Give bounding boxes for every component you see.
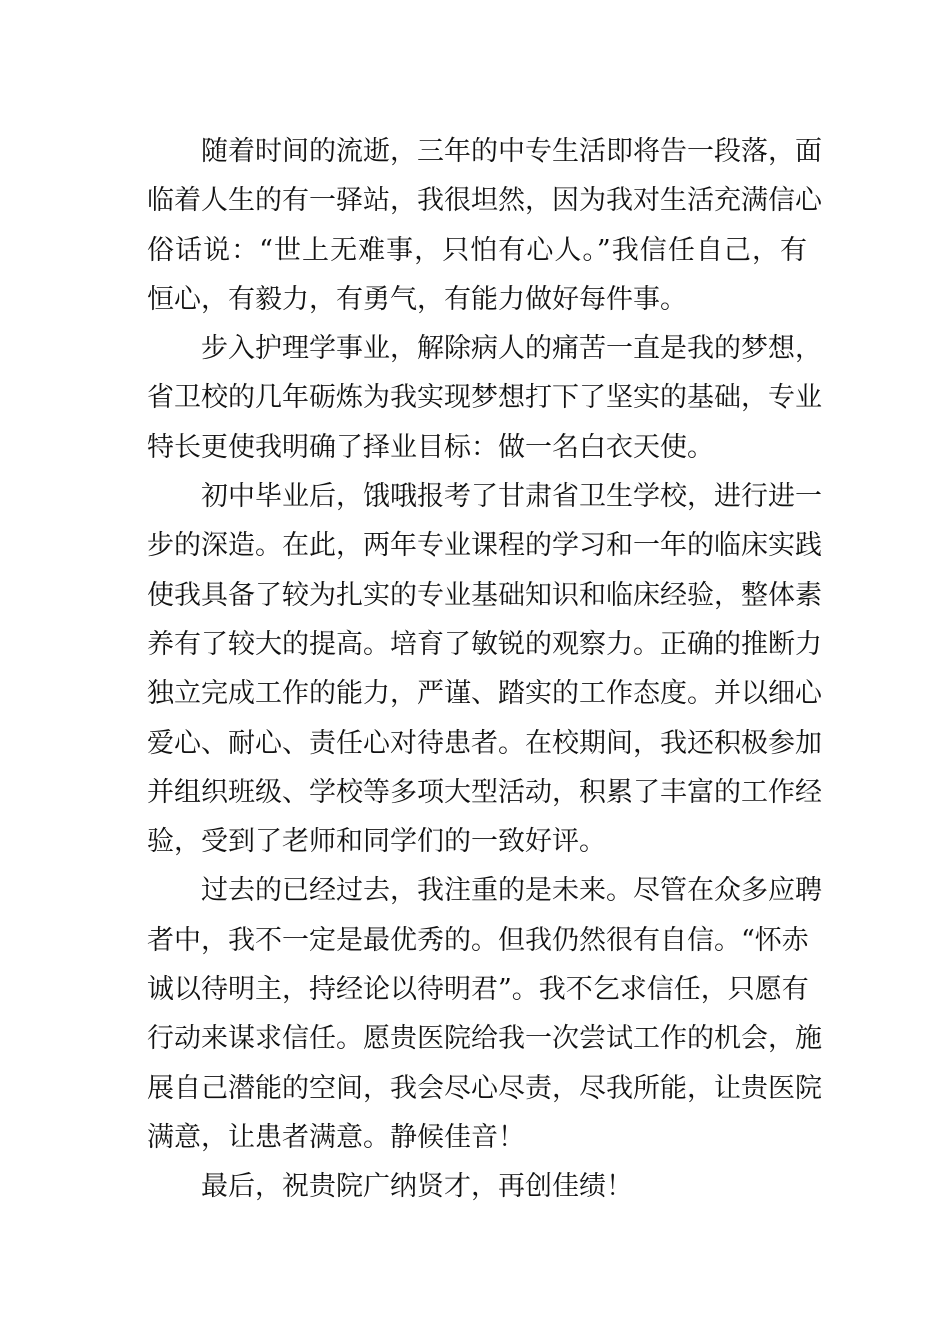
text-line: 独立完成工作的能力，严谨、踏实的工作态度。并以细心 bbox=[147, 678, 822, 710]
text-line: 初中毕业后，饿哦报考了甘肃省卫生学校，进行进一 bbox=[201, 481, 822, 513]
text-line: 特长更使我明确了择业目标：做一名白衣天使。 bbox=[147, 431, 714, 463]
text-line: 最后，祝贵院广纳贤才，再创佳绩！ bbox=[201, 1171, 633, 1203]
text-line: 者中，我不一定是最优秀的。但我仍然很有自信。“怀赤 bbox=[147, 924, 809, 956]
text-line: 使我具备了较为扎实的专业基础知识和临床经验，整体素 bbox=[147, 579, 822, 611]
text-line: 展自己潜能的空间，我会尽心尽责，尽我所能，让贵医院 bbox=[147, 1072, 822, 1104]
text-line: 诚以待明主，持经论以待明君”。我不乞求信任，只愿有 bbox=[147, 974, 809, 1006]
text-line: 俗话说：“世上无难事，只怕有心人。”我信任自己，有 bbox=[147, 234, 807, 266]
text-line: 随着时间的流逝，三年的中专生活即将告一段落，面 bbox=[201, 136, 822, 167]
text-line: 并组织班级、学校等多项大型活动，积累了丰富的工作经 bbox=[147, 776, 822, 808]
text-line: 临着人生的有一驿站，我很坦然，因为我对生活充满信心 bbox=[147, 185, 822, 217]
text-line: 步入护理学事业，解除病人的痛苦一直是我的梦想， bbox=[201, 333, 822, 365]
paragraph-4 bbox=[147, 866, 822, 1162]
text-line: 满意，让患者满意。静候佳音！ bbox=[147, 1121, 525, 1153]
paragraph-5 bbox=[147, 1162, 807, 1211]
text-line: 行动来谋求信任。愿贵医院给我一次尝试工作的机会，施 bbox=[147, 1023, 822, 1055]
paragraph-2 bbox=[147, 324, 822, 472]
text-line: 过去的已经过去，我注重的是未来。尽管在众多应聘 bbox=[201, 875, 822, 907]
paragraph-1 bbox=[147, 127, 822, 324]
text-line: 验，受到了老师和同学们的一致好评。 bbox=[147, 826, 606, 858]
text-line: 步的深造。在此，两年专业课程的学习和一年的临床实践 bbox=[147, 530, 822, 562]
text-line: 恒心，有毅力，有勇气，有能力做好每件事。 bbox=[147, 283, 687, 315]
text-line: 养有了较大的提高。培育了敏锐的观察力。正确的推断力 bbox=[147, 628, 822, 660]
text-line: 爱心、耐心、责任心对待患者。在校期间，我还积极参加 bbox=[147, 727, 822, 759]
text-line: 省卫校的几年砺炼为我实现梦想打下了坚实的基础，专业 bbox=[147, 382, 822, 414]
paragraph-3 bbox=[147, 472, 822, 866]
document-body bbox=[147, 127, 822, 1212]
